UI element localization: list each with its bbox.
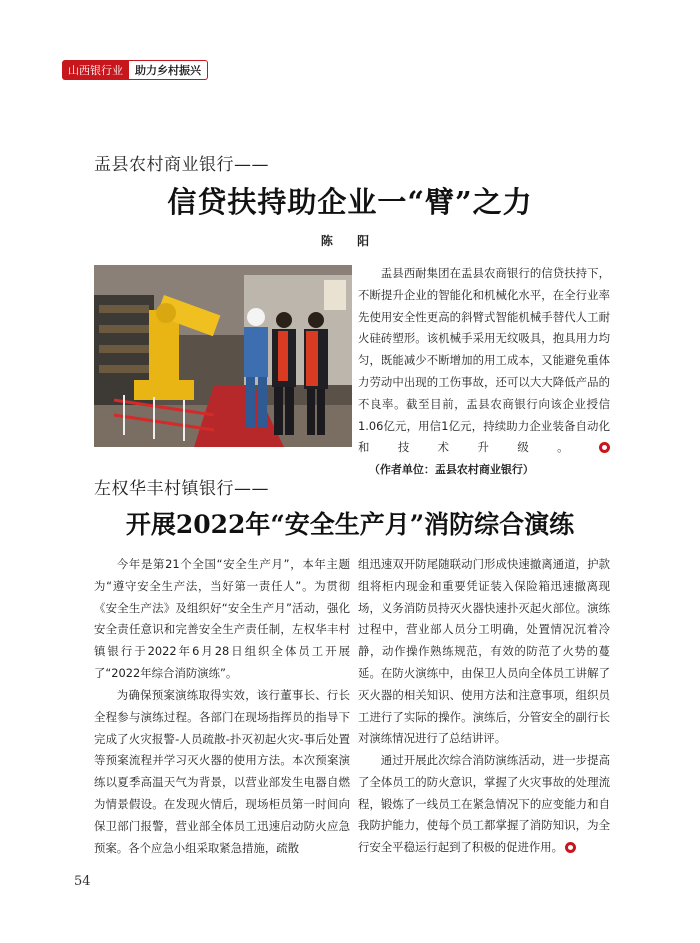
article1-kicker: 盂县农村商业银行—— xyxy=(94,155,269,175)
section-tag xyxy=(62,60,208,80)
section-tag-red: 山西银行业 xyxy=(62,60,129,80)
page-number: 54 xyxy=(74,874,91,889)
article2-col2-p2-text: 通过开展此次综合消防演练活动，进一步提高了全体员工的防火意识，掌握了火灾事故的处理流程，锻炼了一线员工在紧急情况下的应变能力和自我防护能力，使每个员工都掌握了消防知识，为全行安全平稳运行起到了积极的促进作用。 xyxy=(358,753,610,855)
article2-col1-p1: 今年是第21个全国“安全生产月”，本年主题为“遵守安全生产法，当好第一责任人”。为贯彻《安全生产法》及组织好“安全生产月”活动，强化安全责任意识和完善安全生产责任制，左权华丰村镇银行于2022年6月28日组织全体员工开展了“2022年综合消防演练”。 xyxy=(94,557,350,680)
article-end-icon xyxy=(565,842,576,853)
article2-col2-p1: 组迅速双开防尾随联动门形成快速撤离通道，护款组将柜内现金和重要凭证装入保险箱迅速撤离现场，义务消防员持灭火器快速扑灭起火部位。演练过程中，营业部人员分工明确，处置情况沉着冷静，动作操作熟练规范，有效的防范了火势的蔓延。在防火演练中，由保卫人员向全体员工讲解了灭火器的相关知识、使用方法和注意事项，组织员工进行了实际的操作。演练后，分管安全的副行长对演练情况进行了总结讲评。 xyxy=(358,557,610,746)
article1-photo xyxy=(94,265,352,447)
section-tag-topic: 助力乡村振兴 xyxy=(129,60,208,80)
article1-credit: （作者单位：盂县农村商业银行） xyxy=(368,463,534,477)
article-end-icon xyxy=(599,442,610,453)
article2-title: 开展2022年“安全生产月”消防综合演练 xyxy=(125,510,575,539)
article2-col1-p2: 为确保预案演练取得实效，该行董事长、行长全程参与演练过程。各部门在现场指挥员的指导下完成了火灾报警-人员疏散-扑灭初起火灾-事后处置等预案流程并学习灭火器的使用方法。本次预案演练以夏季高温天气为背景，以营业部发生电器自燃为情景假设。在发现火情后，现场柜员第一时间向保卫部门报警，营业部全体员工迅速启动防火应急预案。各个应急小组采取紧急措施，疏散 xyxy=(94,688,350,855)
article1-body-text: 盂县西耐集团在盂县农商银行的信贷扶持下，不断提升企业的智能化和机械化水平，在全行业率先使用安全性更高的斜臂式智能机械手替代人工耐火硅砖塑形。该机械手采用无纹吸具，抱具用力均匀，既能减少不断增加的用工成本，又能避免重体力劳动中出现的工伤事故，还可以大大降低产品的不良率。截至目前，盂县农商银行向该企业授信1.06亿元，用信1亿元，持续助力企业装备自动化和技术升级。 xyxy=(358,266,610,455)
article2-kicker: 左权华丰村镇银行—— xyxy=(94,479,269,499)
article2-col2-p2 xyxy=(358,750,610,859)
article1-author: 陈 阳 xyxy=(320,234,380,248)
article1-title: 信贷扶持助企业一“臂”之力 xyxy=(167,185,533,219)
article1-body xyxy=(358,263,610,481)
